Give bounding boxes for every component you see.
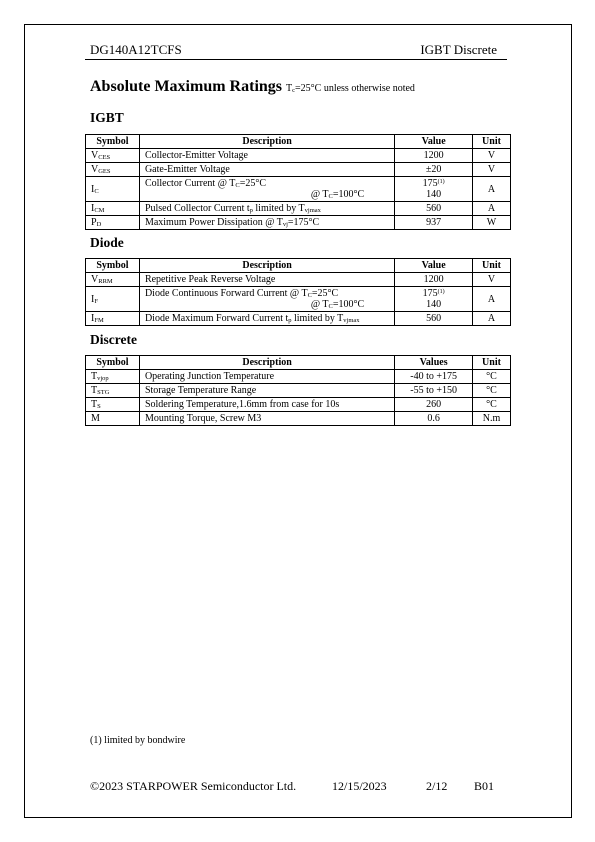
unit-cell: V bbox=[473, 149, 511, 163]
col-values: Values bbox=[395, 356, 473, 370]
document-date: 12/15/2023 bbox=[332, 779, 387, 793]
col-value: Value bbox=[395, 259, 473, 273]
table-row bbox=[86, 287, 511, 312]
table-row bbox=[86, 370, 511, 384]
symbol-cell: $I_C$ bbox=[86, 177, 140, 202]
table-row bbox=[86, 412, 511, 426]
symbol-cell: $V_{GES}$ bbox=[86, 163, 140, 177]
col-unit: Unit bbox=[473, 259, 511, 273]
page-title: Absolute Maximum Ratings $T_c=25^\circ C$ unless otherwise noted bbox=[90, 78, 415, 95]
col-description: Description bbox=[139, 135, 394, 149]
description-cell: Operating Junction Temperature bbox=[139, 370, 394, 384]
copyright: ©2023 STARPOWER Semiconductor Ltd. bbox=[90, 779, 297, 793]
description-cell: Mounting Torque, Screw M3 bbox=[139, 412, 394, 426]
description-cell: Repetitive Peak Reverse Voltage bbox=[139, 273, 394, 287]
section-discrete: Discrete bbox=[90, 332, 137, 347]
value-cell: 0.6 bbox=[395, 412, 473, 426]
description-cell: Diode Maximum Forward Current $t_p$ limited by $T_{vjmax}$ bbox=[139, 312, 394, 326]
unit-cell: N.m bbox=[473, 412, 511, 426]
table-header-row bbox=[86, 356, 511, 370]
unit-cell: V bbox=[473, 163, 511, 177]
symbol-cell: $P_D$ bbox=[86, 216, 140, 230]
symbol-cell: $V_{CES}$ bbox=[86, 149, 140, 163]
part-number: DG140A12TCFS bbox=[90, 42, 182, 57]
description-cell: Maximum Power Dissipation @ $T_{vj}=175^\circ C$ bbox=[139, 216, 394, 230]
symbol-cell: $I_F$ bbox=[86, 287, 140, 312]
col-symbol: Symbol bbox=[86, 135, 140, 149]
description-cell: Pulsed Collector Current $t_p$ limited by $T_{vjmax}$ bbox=[139, 202, 394, 216]
table-header-row bbox=[86, 135, 511, 149]
col-description: Description bbox=[139, 356, 394, 370]
title-condition: $T_c=25^\circ C$ unless otherwise noted bbox=[286, 83, 415, 94]
table-row bbox=[86, 177, 511, 202]
unit-cell: °C bbox=[473, 398, 511, 412]
igbt-table bbox=[85, 134, 511, 230]
value-cell: 1200 bbox=[395, 149, 473, 163]
description-cell: Collector Current @ $T_C=25^\circ C$ @ $T_C=100^\circ C$ bbox=[139, 177, 394, 202]
page-number: 2/12 bbox=[426, 779, 448, 793]
symbol-cell: M bbox=[86, 412, 140, 426]
value-cell: -40 to +175 bbox=[395, 370, 473, 384]
col-unit: Unit bbox=[473, 135, 511, 149]
table-row bbox=[86, 149, 511, 163]
value-cell: 560 bbox=[395, 312, 473, 326]
unit-cell: V bbox=[473, 273, 511, 287]
table-row bbox=[86, 398, 511, 412]
description-cell: Collector-Emitter Voltage bbox=[139, 149, 394, 163]
col-description: Description bbox=[139, 259, 394, 273]
table-row bbox=[86, 202, 511, 216]
col-value: Value bbox=[395, 135, 473, 149]
symbol-cell: $T_{STG}$ bbox=[86, 384, 140, 398]
discrete-table bbox=[85, 355, 511, 426]
footnote: (1) limited by bondwire bbox=[90, 735, 186, 746]
value-cell: 175$^{(1)}$ 140 bbox=[395, 287, 473, 312]
value-cell: 1200 bbox=[395, 273, 473, 287]
value-cell: -55 to +150 bbox=[395, 384, 473, 398]
table-row bbox=[86, 163, 511, 177]
value-cell: 560 bbox=[395, 202, 473, 216]
unit-cell: A bbox=[473, 287, 511, 312]
value-cell: ±20 bbox=[395, 163, 473, 177]
symbol-cell: $V_{RRM}$ bbox=[86, 273, 140, 287]
description-cell: Gate-Emitter Voltage bbox=[139, 163, 394, 177]
symbol-cell: $I_{CM}$ bbox=[86, 202, 140, 216]
value-cell: 260 bbox=[395, 398, 473, 412]
symbol-cell: $T_S$ bbox=[86, 398, 140, 412]
unit-cell: A bbox=[473, 177, 511, 202]
description-cell: Storage Temperature Range bbox=[139, 384, 394, 398]
product-type: IGBT Discrete bbox=[420, 42, 497, 57]
diode-table bbox=[85, 258, 511, 326]
value-cell: 937 bbox=[395, 216, 473, 230]
description-cell: Diode Continuous Forward Current @ $T_C=25^\circ C$ @ $T_C=100^\circ C$ bbox=[139, 287, 394, 312]
unit-cell: °C bbox=[473, 370, 511, 384]
table-row bbox=[86, 273, 511, 287]
unit-cell: °C bbox=[473, 384, 511, 398]
col-symbol: Symbol bbox=[86, 259, 140, 273]
unit-cell: A bbox=[473, 202, 511, 216]
table-row bbox=[86, 312, 511, 326]
revision: B01 bbox=[474, 779, 495, 793]
symbol-cell: $T_{vjop}$ bbox=[86, 370, 140, 384]
unit-cell: W bbox=[473, 216, 511, 230]
table-header-row bbox=[86, 259, 511, 273]
col-unit: Unit bbox=[473, 356, 511, 370]
col-symbol: Symbol bbox=[86, 356, 140, 370]
value-cell: 175$^{(1)}$ 140 bbox=[395, 177, 473, 202]
description-cell: Soldering Temperature,1.6mm from case for 10s bbox=[139, 398, 394, 412]
table-row bbox=[86, 216, 511, 230]
header-divider bbox=[85, 59, 507, 60]
symbol-cell: $I_{FM}$ bbox=[86, 312, 140, 326]
section-igbt: IGBT bbox=[90, 110, 124, 125]
table-row bbox=[86, 384, 511, 398]
unit-cell: A bbox=[473, 312, 511, 326]
section-diode: Diode bbox=[90, 235, 124, 250]
